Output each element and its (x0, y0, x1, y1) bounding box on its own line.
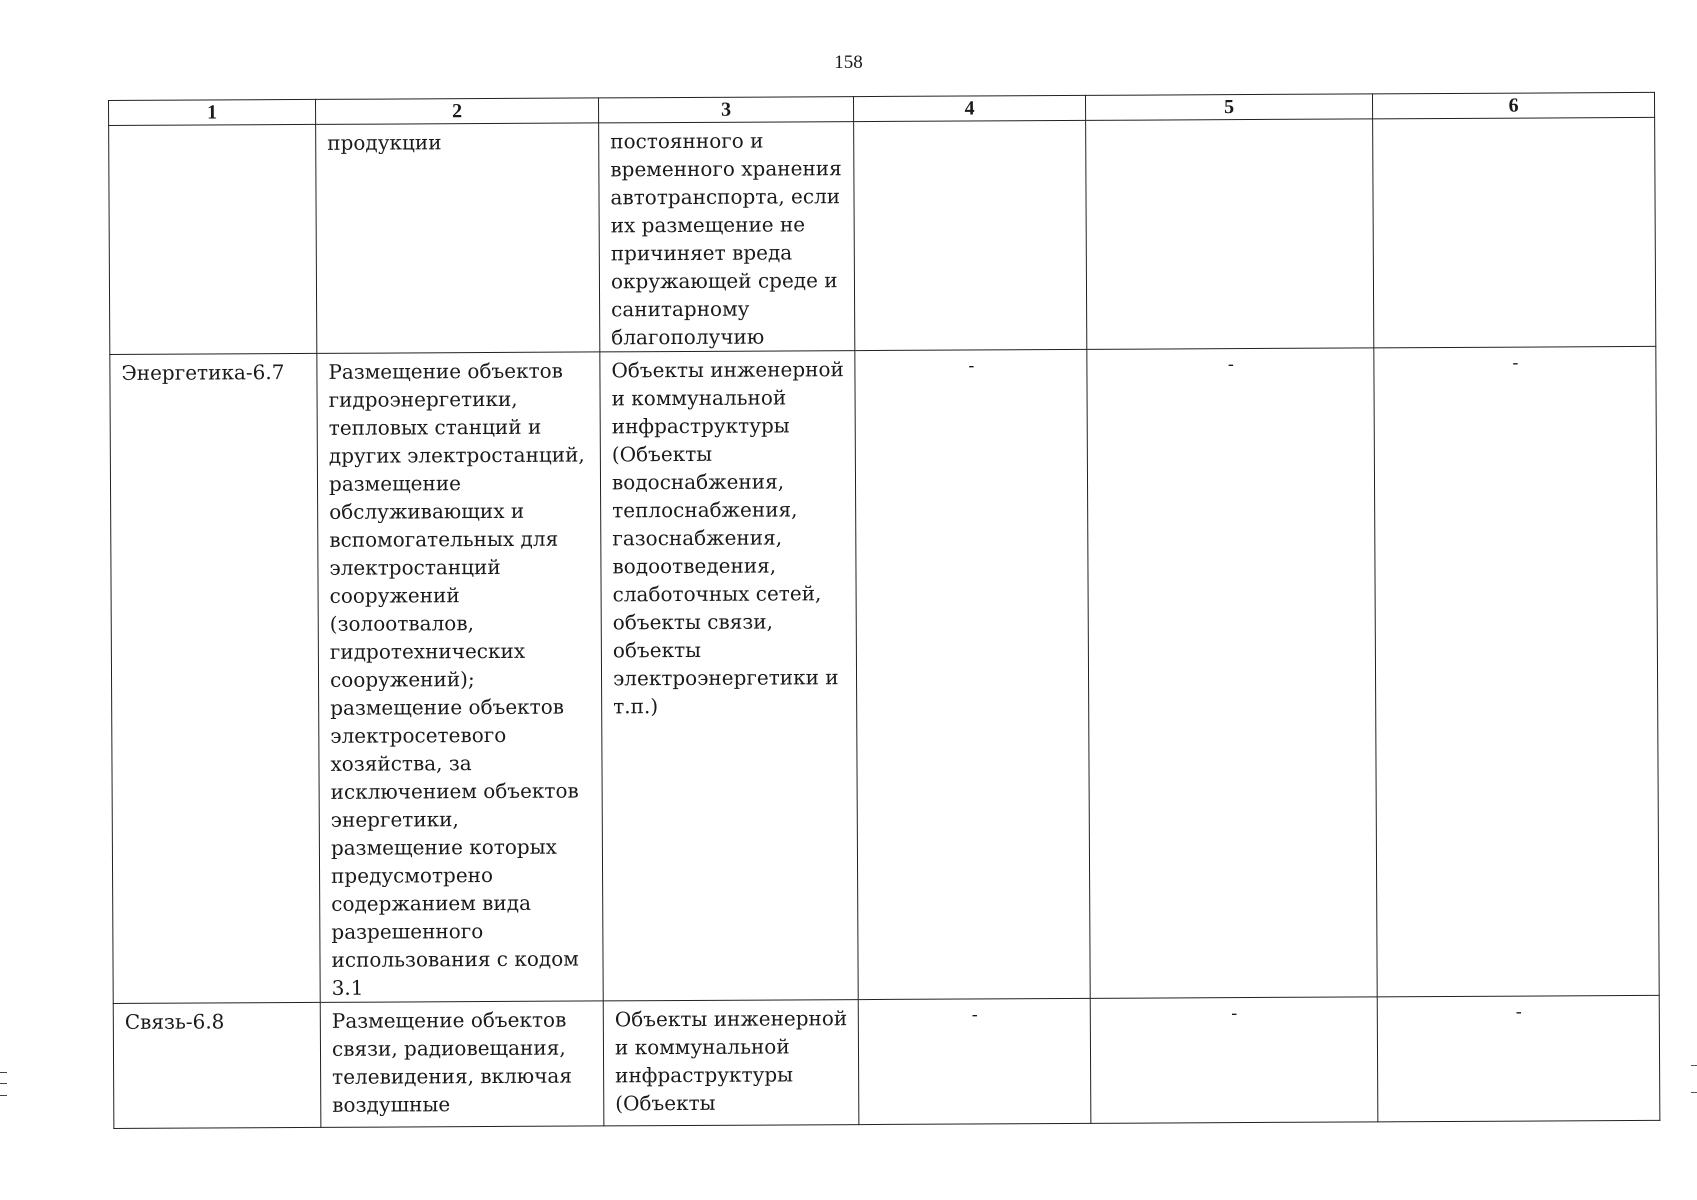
cell-use-type (109, 124, 317, 354)
cell-col6: - (1377, 995, 1660, 1121)
land-use-table (108, 92, 1660, 1129)
cell-col4: - (858, 998, 1091, 1124)
cell-description: Размещение объектов гидроэнергетики, тепловых станций и других электростанций, размещение обслуживающих и вспомогательных для электростанций сооружений (золоотвалов, гидротехнических сооружений); размещение объектов электросетевого хозяйства, за исключением объектов энергетики, размещение которых предусмотрено содержанием вида разрешенного использования с кодом 3.1 (317, 352, 603, 1002)
column-header-5: 5 (1085, 94, 1372, 121)
document-table-container (108, 92, 1659, 1129)
cell-col6: - (1374, 346, 1659, 996)
column-header-4: 4 (853, 95, 1085, 121)
column-header-1: 1 (109, 99, 316, 125)
cell-col6 (1373, 117, 1656, 347)
scan-edge-mark-left (0, 1072, 7, 1096)
cell-col5: - (1087, 348, 1377, 998)
column-header-2: 2 (315, 98, 598, 124)
table-row (113, 995, 1660, 1128)
table-row (109, 117, 1656, 354)
cell-permitted-objects: постоянного и временного хранения автотранспорта, если их размещение не причиняет вреда окружающей среде и санитарному благополучию (599, 122, 855, 352)
cell-permitted-objects: Объекты инженерной и коммунальной инфраструктуры (Объекты (603, 1000, 859, 1126)
cell-description: продукции (316, 123, 600, 353)
cell-description: Размещение объектов связи, радиовещания, телевидения, включая воздушные (320, 1001, 604, 1127)
table-row (110, 346, 1659, 1003)
cell-permitted-objects: Объекты инженерной и коммунальной инфраструктуры (Объекты водоснабжения, теплоснабжения, газоснабжения, водоотведения, слаботочных сетей, объекты связи, объекты электроэнергетики и т.п.) (600, 351, 858, 1001)
cell-col4: - (855, 349, 1090, 999)
cell-col5: - (1090, 997, 1378, 1124)
scan-edge-mark-right (1691, 1065, 1697, 1093)
cell-use-type: Связь-6.8 (113, 1002, 321, 1128)
page-number: 158 (834, 52, 863, 73)
cell-col4 (854, 120, 1087, 350)
cell-col5 (1086, 119, 1374, 349)
column-header-3: 3 (598, 97, 853, 123)
column-header-6: 6 (1372, 92, 1654, 118)
cell-use-type: Энергетика-6.7 (110, 353, 320, 1003)
